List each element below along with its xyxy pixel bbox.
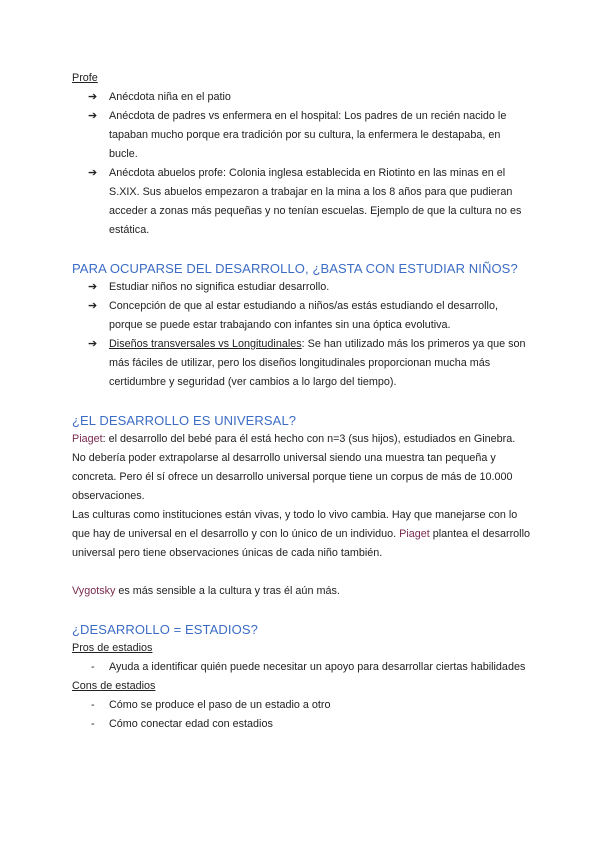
pros-list <box>72 658 532 677</box>
name-piaget: Piaget <box>72 433 103 445</box>
document-content <box>72 69 532 734</box>
arrow-right-icon: ➔ <box>88 338 98 350</box>
cons-title: Cons de estadios <box>72 680 156 692</box>
heading-desarrollo-universal: ¿EL DESARROLLO ES UNIVERSAL? <box>72 413 297 428</box>
desarrollo-ninos-list <box>72 278 532 392</box>
list-item: ➔ Anécdota niña en el patio <box>72 88 532 107</box>
spacer <box>72 392 532 411</box>
arrow-right-icon: ➔ <box>88 167 98 179</box>
arrow-right-icon: ➔ <box>88 300 98 312</box>
list-item: - Ayuda a identificar quién puede necesitar un apoyo para desarrollar ciertas habilidades <box>72 658 532 677</box>
paragraph-piaget: Piaget: el desarrollo del bebé para él está hecho con n=3 (sus hijos), estudiados en Ginebra. No debería poder extrapolarse al desarrollo universal siendo una muestra tan pequeña y concreta. Pero él sí ofrece un desarrollo universal porque tiene un corpus de más de 10.000 observaciones. <box>72 433 516 502</box>
profe-list <box>72 88 532 240</box>
list-item: ➔ Anécdota abuelos profe: Colonia inglesa establecida en Riotinto en las minas en el S.XIX. Sus abuelos empezaron a trabajar en la mina a los 8 años para que pudieran acceder a zonas más pequeñas y no tenían escuelas. Ejemplo de que la cultura no es estática. <box>72 164 532 240</box>
arrow-right-icon: ➔ <box>88 110 98 122</box>
cons-list <box>72 696 532 734</box>
pros-title: Pros de estadios <box>72 642 153 654</box>
list-item: - Cómo se produce el paso de un estadio a otro <box>72 696 532 715</box>
list-item: - Cómo conectar edad con estadios <box>72 715 532 734</box>
list-item: ➔ Concepción de que al estar estudiando a niños/as estás estudiando el desarrollo, porque se puede estar trabajando con infantes sin una óptica evolutiva. <box>72 297 532 335</box>
arrow-right-icon: ➔ <box>88 281 98 293</box>
list-item: ➔ Anécdota de padres vs enfermera en el hospital: Los padres de un recién nacido le tapaban mucho porque era tradición por su cultura, la enfermera le destapaba, en bucle. <box>72 107 532 164</box>
spacer <box>72 563 532 582</box>
name-vygotsky: Vygotsky <box>72 585 116 597</box>
dash-icon: - <box>91 661 95 673</box>
list-item: ➔ Diseños transversales vs Longitudinales: Se han utilizado más los primeros ya que son más fáciles de utilizar, pero los diseños longitudinales proporcionan mucha más certidumbre y seguridad (ver cambios a lo largo del tiempo). <box>72 335 532 392</box>
spacer <box>72 240 532 259</box>
underlined-term: Diseños transversales vs Longitudinales <box>109 338 302 350</box>
paragraph-culturas: Las culturas como instituciones están vivas, y todo lo vivo cambia. Hay que manejarse con lo que hay de universal en el desarrollo y con lo único de un individuo. Piaget plantea el desarrollo universal pero tiene observaciones únicas de cada niño también. <box>72 509 530 559</box>
spacer <box>72 601 532 620</box>
paragraph-vygotsky: Vygotsky es más sensible a la cultura y tras él aún más. <box>72 585 340 597</box>
heading-desarrollo-estadios: ¿DESARROLLO = ESTADIOS? <box>72 622 258 637</box>
list-item: ➔ Estudiar niños no significa estudiar desarrollo. <box>72 278 532 297</box>
section-title-profe: Profe <box>72 72 98 84</box>
dash-icon: - <box>91 699 95 711</box>
arrow-right-icon: ➔ <box>88 91 98 103</box>
name-piaget: Piaget <box>399 528 430 540</box>
heading-desarrollo-ninos: PARA OCUPARSE DEL DESARROLLO, ¿BASTA CON ESTUDIAR NIÑOS? <box>72 261 518 276</box>
dash-icon: - <box>91 718 95 730</box>
